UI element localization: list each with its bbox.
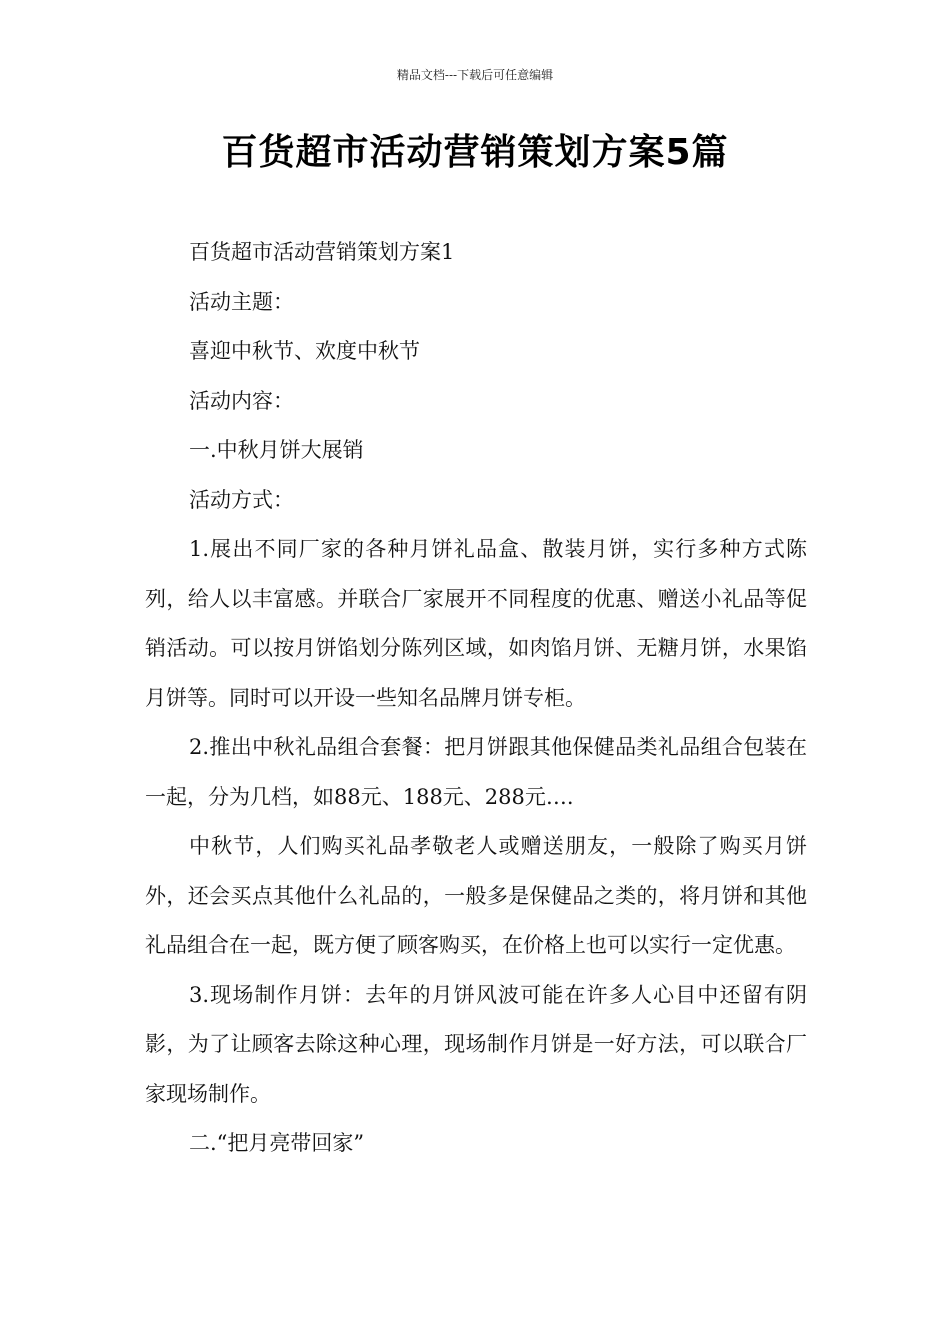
paragraph-item-1-heading: 一.中秋月饼大展销 [189, 438, 364, 462]
header-note: 精品文档---下载后可任意编辑 [396, 68, 554, 82]
document-body [145, 228, 807, 1169]
paragraph-method-2-detail: 中秋节，人们购买礼品孝敬老人或赠送朋友，一般除了购买月饼外，还会买点其他什么礼品的，一般多是保健品之类的，将月饼和其他礼品组合在一起，既方便了顾客购买，在价格上也可以实行一定优惠。 [145, 834, 807, 957]
paragraph-theme: 喜迎中秋节、欢度中秋节 [189, 339, 420, 363]
paragraph-method-label: 活动方式： [189, 487, 294, 512]
paragraph-item-2-heading: 二.“把月亮带回家” [189, 1131, 365, 1155]
paragraph-theme-label: 活动主题： [189, 289, 294, 314]
paragraph-method-3: 3.现场制作月饼：去年的月饼风波可能在许多人心目中还留有阴影，为了让顾客去除这种心理，现场制作月饼是一好方法，可以联合厂家现场制作。 [145, 982, 807, 1106]
paragraph-method-2: 2.推出中秋礼品组合套餐：把月饼跟其他保健品类礼品组合包装在一起，分为几档，如88元、188元、288元…. [145, 735, 807, 809]
paragraph-method-1: 1.展出不同厂家的各种月饼礼品盒、散装月饼，实行多种方式陈列，给人以丰富感。并联合厂家展开不同程度的优惠、赠送小礼品等促销活动。可以按月饼馅划分陈列区域，如肉馅月饼、无糖月饼，水果馅月饼等。同时可以开设一些知名品牌月饼专柜。 [145, 537, 807, 710]
paragraph-section-heading: 百货超市活动营销策划方案1 [189, 240, 455, 264]
paragraph-content-label: 活动内容： [189, 388, 294, 413]
document-title: 百货超市活动营销策划方案5篇 [221, 132, 729, 173]
